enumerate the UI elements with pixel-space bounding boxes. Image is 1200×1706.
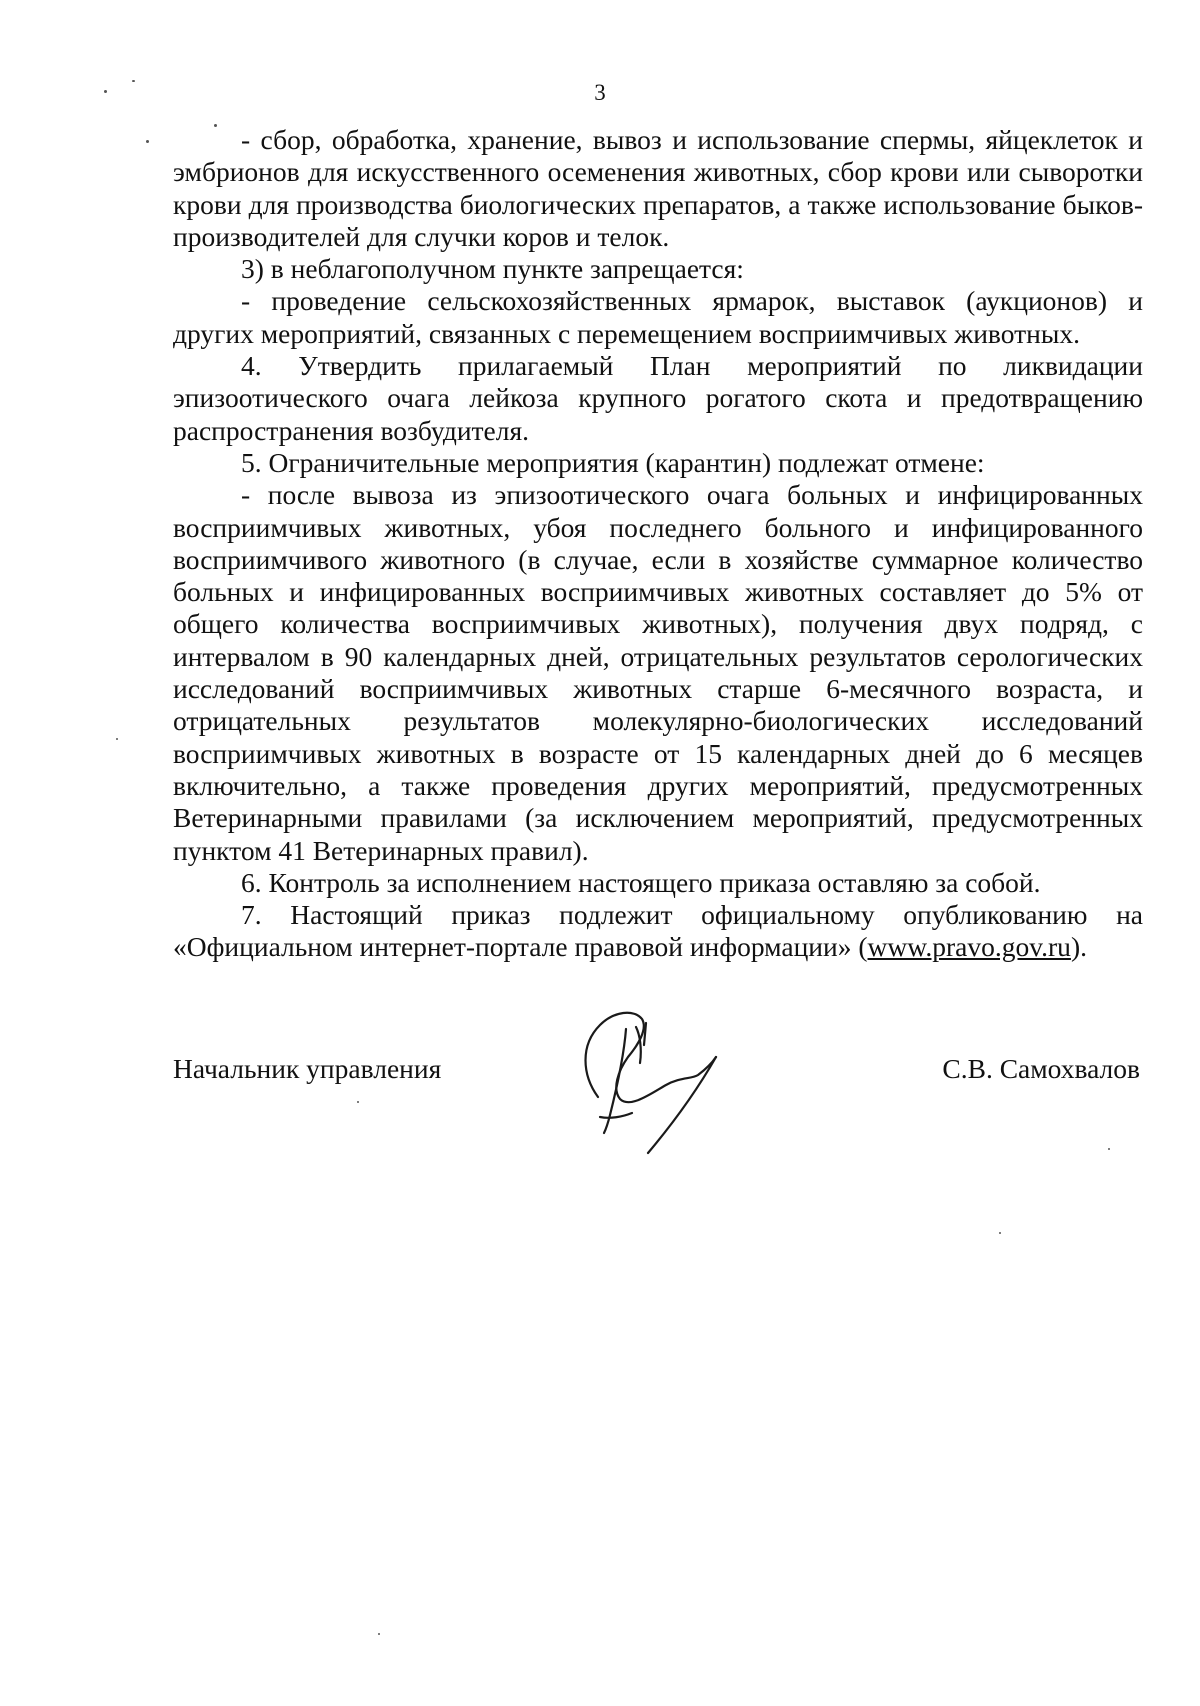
publication-text: 7. Настоящий приказ подлежит официальному опубликованию на «Официальном интернет-портале правовой информации» ( bbox=[173, 899, 1143, 963]
signatory-name: С.В. Самохвалов bbox=[942, 1053, 1140, 1084]
paragraph-material-collection: - сбор, обработка, хранение, вывоз и использование спермы, яйцеклеток и эмбрионов для искусственного осеменения животных, сбор крови или сыворотки крови для производства биологических препаратов, а также использование быков-производителей для случки коров и телок. bbox=[173, 124, 1143, 252]
scan-speck bbox=[357, 1101, 359, 1103]
scan-speck bbox=[116, 738, 118, 740]
pravo-link[interactable]: www.pravo.gov.ru bbox=[867, 931, 1071, 963]
document-body bbox=[173, 124, 1143, 964]
signatory-title: Начальник управления bbox=[173, 1053, 442, 1084]
handwritten-signature bbox=[570, 1005, 740, 1160]
publication-tail: ). bbox=[1070, 931, 1087, 963]
scan-speck bbox=[214, 124, 217, 127]
paragraph-control: 6. Контроль за исполнением настоящего приказа оставляю за собой. bbox=[241, 866, 1041, 898]
paragraph-approve-plan: 4. Утвердить прилагаемый План мероприятий по ликвидации эпизоотического очага лейкоза крупного рогатого скота и предотвращению распространения возбудителя. bbox=[173, 350, 1143, 446]
paragraph-publication bbox=[173, 899, 1143, 964]
paragraph-quarantine-cancel-heading: 5. Ограничительные мероприятия (карантин) подлежат отмене: bbox=[241, 446, 985, 478]
scan-speck bbox=[132, 80, 135, 82]
paragraph-fairs-prohibition: - проведение сельскохозяйственных ярмарок, выставок (аукционов) и других мероприятий, связанных с перемещением восприимчивых животных. bbox=[173, 285, 1143, 349]
paragraph-quarantine-cancel-conditions: - после вывоза из эпизоотического очага больных и инфицированных восприимчивых животных, убоя последнего больного и инфицированного восприимчивого животного (в случае, если в хозяйстве суммарное количество больных и инфицированных восприимчивых животных составляет до 5% от общего количества восприимчивых животных), получения двух подряд, с интервалом в 90 календарных дней, отрицательных результатов серологических исследований восприимчивых животных старше 6-месячного возраста, и отрицательных результатов молекулярно-биологических исследований восприимчивых животных в возрасте от 15 календарных дней до 6 месяцев включительно, а также проведения других мероприятий, предусмотренных Ветеринарными правилами (за исключением мероприятий, предусмотренных пунктом 41 Ветеринарных правил). bbox=[173, 479, 1143, 866]
paragraph-prohibition-heading: 3) в неблагополучном пункте запрещается: bbox=[241, 253, 744, 285]
scan-speck bbox=[146, 140, 149, 143]
scan-speck bbox=[999, 1232, 1001, 1234]
scan-speck bbox=[1108, 1148, 1110, 1150]
scan-speck bbox=[378, 1633, 380, 1635]
page-number: 3 bbox=[594, 80, 606, 105]
scan-speck bbox=[104, 90, 107, 93]
